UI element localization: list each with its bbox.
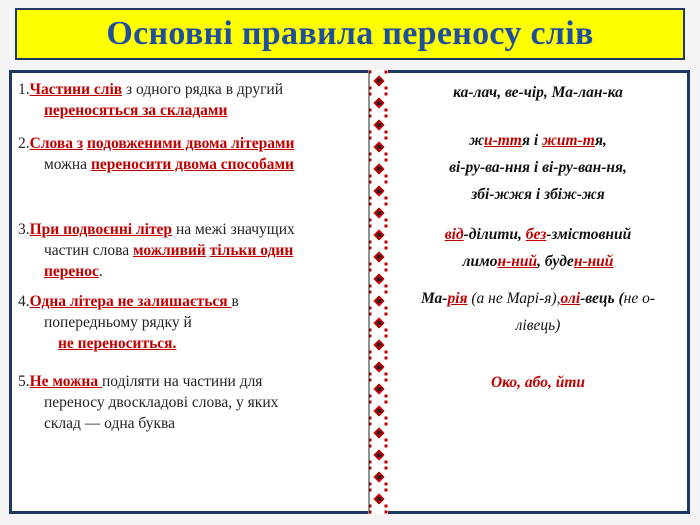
text-segment: Око, або, йти [490, 374, 586, 391]
highlighted-text: Слова з [29, 135, 84, 152]
highlighted-text: олі [560, 290, 581, 307]
text-segment: можна [44, 156, 91, 173]
page-title: Основні правила переносу слів [106, 15, 594, 52]
rule-number: 3. [18, 221, 30, 238]
text-segment: , буде [537, 253, 574, 270]
ornament-motif [369, 510, 390, 514]
text-segment: переносу двоскладові слова, у яких [44, 394, 279, 411]
highlighted-text: н-ний [573, 253, 614, 270]
text-segment: лимо [462, 253, 498, 270]
rule-number: 1. [18, 81, 30, 98]
example-block [388, 221, 688, 275]
rule-line [18, 371, 368, 392]
text-segment: ві-ру-ва-ння і ві-ру-ван-ня, [449, 159, 627, 176]
example-line [388, 248, 688, 275]
examples-panel [388, 70, 690, 514]
rule-line [18, 291, 368, 312]
text-segment: . [98, 263, 103, 280]
ornament-motif [369, 488, 390, 510]
ornament-motif [369, 400, 390, 422]
example-line [388, 127, 688, 154]
rules-panel [9, 70, 371, 514]
rule-line [18, 219, 368, 240]
rule-line [18, 79, 368, 100]
ornament-pattern [368, 70, 390, 514]
rule-line [18, 392, 368, 413]
ornament-motif [369, 158, 390, 180]
ornament-motif [369, 114, 390, 136]
rule-line [18, 240, 368, 261]
rule-line [18, 333, 368, 354]
highlighted-text: тільки один [209, 242, 294, 259]
example-line [388, 79, 688, 106]
highlighted-text: жит-т [542, 132, 595, 149]
rule-item [18, 133, 368, 175]
ornament-motif [369, 136, 390, 158]
example-line [388, 369, 688, 396]
ornament-motif [369, 312, 390, 334]
text-segment: на межі значущих [172, 221, 295, 238]
rule-line [18, 261, 368, 282]
text-segment: не о- [623, 290, 656, 307]
rule-item [18, 219, 368, 282]
ornament-motif [369, 444, 390, 466]
text-segment: я і [522, 132, 543, 149]
example-block [388, 369, 688, 396]
highlighted-text: не переноситься. [58, 335, 177, 352]
highlighted-text: Одна літера не залишається [29, 293, 232, 310]
text-segment: -змістовний [546, 226, 632, 243]
text-segment: (а не Марі-я), [467, 290, 561, 307]
example-line [388, 221, 688, 248]
rule-line [18, 100, 368, 121]
text-segment: -ділити, [463, 226, 526, 243]
text-segment: поділяти на частини для [101, 373, 263, 390]
rule-line [18, 312, 368, 333]
text-segment: в [231, 293, 239, 310]
example-block [388, 79, 688, 106]
text-segment: Ма- [420, 290, 448, 307]
highlighted-text: без [525, 226, 547, 243]
text-segment: попередньому рядку й [44, 314, 192, 331]
rule-number: 4. [18, 293, 30, 310]
highlighted-text: переносити двома способами [90, 156, 294, 173]
highlighted-text: и-тт [483, 132, 523, 149]
text-segment: ж [469, 132, 484, 149]
example-line [388, 154, 688, 181]
ornament-motif [369, 70, 390, 92]
ornament-motif [369, 202, 390, 224]
highlighted-text: від [444, 226, 464, 243]
highlighted-text: перенос [44, 263, 99, 280]
example-line [388, 285, 688, 312]
ornament-motif [369, 180, 390, 202]
ornament-motif [369, 466, 390, 488]
rule-line [18, 154, 368, 175]
text-segment: я, [594, 132, 607, 149]
rule-number: 5. [18, 373, 30, 390]
rule-line [18, 413, 368, 434]
text-segment: лівець) [515, 317, 561, 334]
ornament-motif [369, 224, 390, 246]
ornament-motif [369, 290, 390, 312]
text-segment: з одного рядка в другий [122, 81, 284, 98]
text-segment: частин слова [44, 242, 134, 259]
ornament-motif [369, 356, 390, 378]
text-segment: склад — одна буква [44, 415, 175, 432]
rule-item [18, 291, 368, 354]
highlighted-text: Не можна [29, 373, 102, 390]
highlighted-text: При подвоєнні літер [29, 221, 173, 238]
example-block [388, 285, 688, 339]
ornament-motif [369, 92, 390, 114]
rule-line [18, 133, 368, 154]
rule-number: 2. [18, 135, 30, 152]
highlighted-text: Частини слів [29, 81, 123, 98]
text-segment: ка-лач, ве-чір, Ма-лан-ка [453, 84, 623, 101]
embroidery-ornament-divider [368, 70, 390, 514]
ornament-motif [369, 268, 390, 290]
ornament-motif [369, 246, 390, 268]
example-line [388, 312, 688, 339]
highlighted-text: подовженими двома літерами [86, 135, 295, 152]
example-block [388, 127, 688, 208]
text-segment: -вець ( [580, 290, 624, 307]
ornament-motif [369, 422, 390, 444]
highlighted-text: переносяться за складами [44, 102, 228, 119]
ornament-motif [369, 378, 390, 400]
title-banner [15, 8, 685, 60]
highlighted-text: рія [447, 290, 468, 307]
rule-item [18, 79, 368, 121]
highlighted-text: н-ний [497, 253, 538, 270]
highlighted-text: можливий [133, 242, 206, 259]
rule-item [18, 371, 368, 434]
text-segment: збі-жжя і збіж-жя [471, 186, 605, 203]
ornament-motif [369, 334, 390, 356]
example-line [388, 181, 688, 208]
